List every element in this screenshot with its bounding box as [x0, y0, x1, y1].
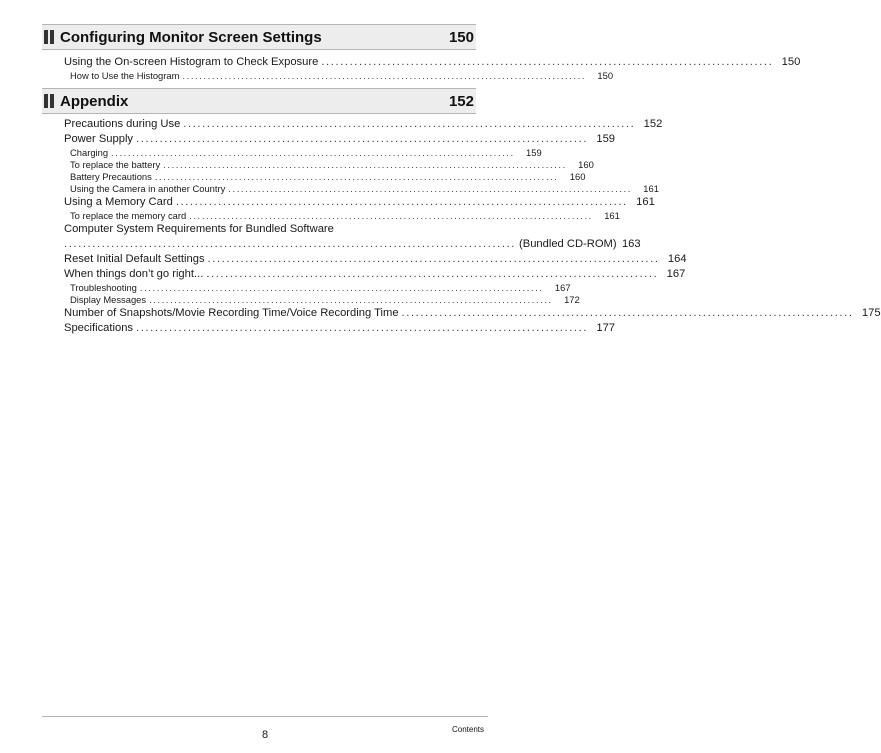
dot-leader: ................................................................................................: [401, 307, 854, 319]
toc-entry-page: 160: [569, 171, 586, 182]
toc-entry[interactable]: [64, 55, 801, 70]
dot-leader: ................................................................................................: [189, 210, 593, 221]
toc-subentry[interactable]: [64, 183, 659, 195]
dot-leader: ................................................................................................: [136, 133, 589, 145]
dot-leader: ................................................................................................: [207, 253, 660, 265]
toc-entry-label: Charging: [70, 147, 109, 158]
toc-entry-page: 159: [596, 133, 616, 145]
toc-entry-page: 150: [781, 56, 801, 68]
dot-leader: ................................................................................................: [182, 70, 587, 81]
dot-leader: ................................................................................................: [321, 56, 774, 68]
toc-subentry[interactable]: [64, 282, 571, 294]
dot-leader: ................................................................................................: [111, 147, 515, 158]
toc-entry-label: Number of Snapshots/Movie Recording Time/Voice Recording Time: [64, 307, 399, 319]
section-bars-icon: [44, 94, 54, 108]
section-title: Configuring Monitor Screen Settings: [60, 28, 322, 46]
dot-leader: ................................................................................................: [136, 322, 589, 334]
toc-entry-continuation[interactable]: [64, 237, 641, 252]
dot-leader: ................................................................................................: [206, 268, 659, 280]
toc-entry-label: (Bundled CD-ROM): [519, 238, 617, 250]
toc-entry[interactable]: [64, 117, 663, 132]
toc-subentry[interactable]: [64, 210, 620, 222]
contents-link[interactable]: Contents: [451, 725, 484, 734]
section-page-number: 152: [448, 92, 474, 110]
toc-entry-label: Using the Camera in another Country: [70, 183, 226, 194]
toc-entry-page: 175: [861, 307, 881, 319]
toc-entry-page: 167: [554, 282, 571, 293]
toc-list-appendix: [64, 117, 881, 336]
toc-entry-page: 161: [643, 183, 659, 194]
toc-subentry[interactable]: [64, 147, 542, 159]
section-bars-icon: [44, 30, 54, 44]
dot-leader: ................................................................................................: [183, 118, 636, 130]
toc-entry-label: When things don’t go right...: [64, 268, 204, 280]
toc-entry[interactable]: [64, 267, 686, 282]
toc-entry[interactable]: [64, 306, 881, 321]
toc-entry-page: 152: [643, 118, 663, 130]
dot-leader: ................................................................................................: [154, 171, 559, 182]
dot-leader: ................................................................................................: [163, 159, 567, 170]
toc-entry-wrapped[interactable]: [64, 222, 476, 237]
toc-entry-page: 163: [621, 238, 641, 250]
dot-leader: ................................................................................................: [149, 294, 553, 305]
toc-entry-label: Battery Precautions: [70, 171, 152, 182]
toc-list-monitor: [64, 55, 801, 82]
toc-entry-label: Using a Memory Card: [64, 196, 173, 208]
toc-entry-page: 159: [526, 147, 542, 158]
toc-entry-page: 164: [667, 253, 687, 265]
dot-leader: ................................................................................................: [228, 183, 632, 194]
toc-entry[interactable]: [64, 252, 687, 267]
toc-entry-label: To replace the battery: [70, 159, 161, 170]
toc-entry-page: 167: [666, 268, 686, 280]
dot-leader: ................................................................................................: [64, 238, 516, 250]
toc-entry-label: To replace the memory card: [70, 210, 187, 221]
toc-entry-page: 161: [604, 210, 620, 221]
toc-subentry[interactable]: [64, 70, 614, 82]
section-header-appendix[interactable]: [42, 88, 476, 114]
toc-entry[interactable]: [64, 195, 655, 210]
toc-entry-label: Power Supply: [64, 133, 134, 145]
toc-subentry[interactable]: [64, 171, 586, 183]
page-number: 8: [261, 729, 269, 741]
footer-divider: [42, 716, 488, 717]
toc-entry-page: 160: [578, 159, 594, 170]
toc-entry-label: Computer System Requirements for Bundled Software: [64, 223, 334, 235]
toc-entry-label: Specifications: [64, 322, 134, 334]
toc-entry-page: 177: [596, 322, 616, 334]
section-header-monitor[interactable]: [42, 24, 476, 50]
toc-entry-label: Reset Initial Default Settings: [64, 253, 205, 265]
toc-subentry[interactable]: [64, 294, 580, 306]
toc-entry-label: Precautions during Use: [64, 118, 181, 130]
toc-entry-page: 150: [597, 70, 614, 81]
toc-entry-label: Display Messages: [70, 294, 147, 305]
toc-entry-page: 161: [636, 196, 655, 208]
dot-leader: ................................................................................................: [175, 196, 628, 208]
toc-entry-label: How to Use the Histogram: [70, 70, 180, 81]
toc-entry[interactable]: [64, 132, 616, 147]
toc-entry-label: Troubleshooting: [70, 282, 137, 293]
section-page-number: 150: [448, 28, 474, 46]
toc-entry[interactable]: [64, 321, 616, 336]
toc-entry-label: Using the On-screen Histogram to Check Exposure: [64, 56, 319, 68]
dot-leader: ................................................................................................: [139, 282, 544, 293]
toc-subentry[interactable]: [64, 159, 594, 171]
section-title: Appendix: [60, 92, 129, 110]
toc-entry-page: 172: [564, 294, 580, 305]
